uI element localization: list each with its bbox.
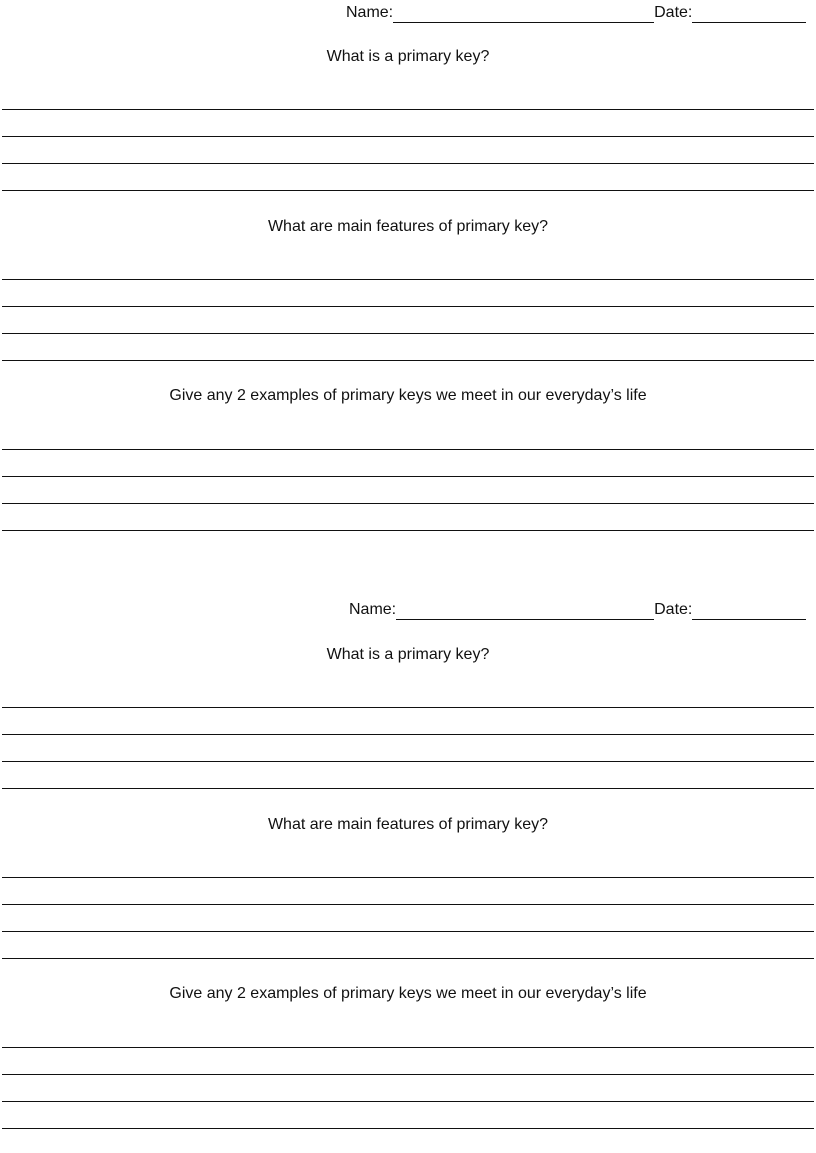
answer-line[interactable] <box>2 761 814 762</box>
question-3: Give any 2 examples of primary keys we meet in our everyday’s life <box>169 985 647 1002</box>
answer-line[interactable] <box>2 449 814 450</box>
answer-line[interactable] <box>2 877 814 878</box>
answer-line[interactable] <box>2 190 814 191</box>
answer-line[interactable] <box>2 904 814 905</box>
name-date-header <box>349 600 806 620</box>
question-1: What is a primary key? <box>326 48 490 65</box>
question-1: What is a primary key? <box>326 646 490 663</box>
answer-line[interactable] <box>2 503 814 504</box>
date-blank[interactable] <box>692 5 806 23</box>
answer-line[interactable] <box>2 476 814 477</box>
question-3: Give any 2 examples of primary keys we meet in our everyday’s life <box>169 387 647 404</box>
answer-line[interactable] <box>2 958 814 959</box>
answer-line[interactable] <box>2 1074 814 1075</box>
answer-line[interactable] <box>2 734 814 735</box>
answer-line[interactable] <box>2 931 814 932</box>
name-label: Name: <box>346 4 394 21</box>
name-date-header <box>346 3 806 23</box>
date-label: Date: <box>654 601 693 618</box>
answer-line[interactable] <box>2 360 814 361</box>
question-2: What are main features of primary key? <box>267 218 549 235</box>
answer-line[interactable] <box>2 707 814 708</box>
answer-line[interactable] <box>2 279 814 280</box>
answer-line[interactable] <box>2 163 814 164</box>
answer-line[interactable] <box>2 306 814 307</box>
name-blank[interactable] <box>393 5 654 23</box>
answer-line[interactable] <box>2 530 814 531</box>
answer-line[interactable] <box>2 1047 814 1048</box>
answer-line[interactable] <box>2 333 814 334</box>
answer-line[interactable] <box>2 1128 814 1129</box>
name-label: Name: <box>349 601 397 618</box>
date-blank[interactable] <box>692 602 806 620</box>
answer-line[interactable] <box>2 788 814 789</box>
date-label: Date: <box>654 4 693 21</box>
name-blank[interactable] <box>396 602 654 620</box>
answer-line[interactable] <box>2 136 814 137</box>
answer-line[interactable] <box>2 1101 814 1102</box>
answer-line[interactable] <box>2 109 814 110</box>
question-2: What are main features of primary key? <box>267 816 549 833</box>
